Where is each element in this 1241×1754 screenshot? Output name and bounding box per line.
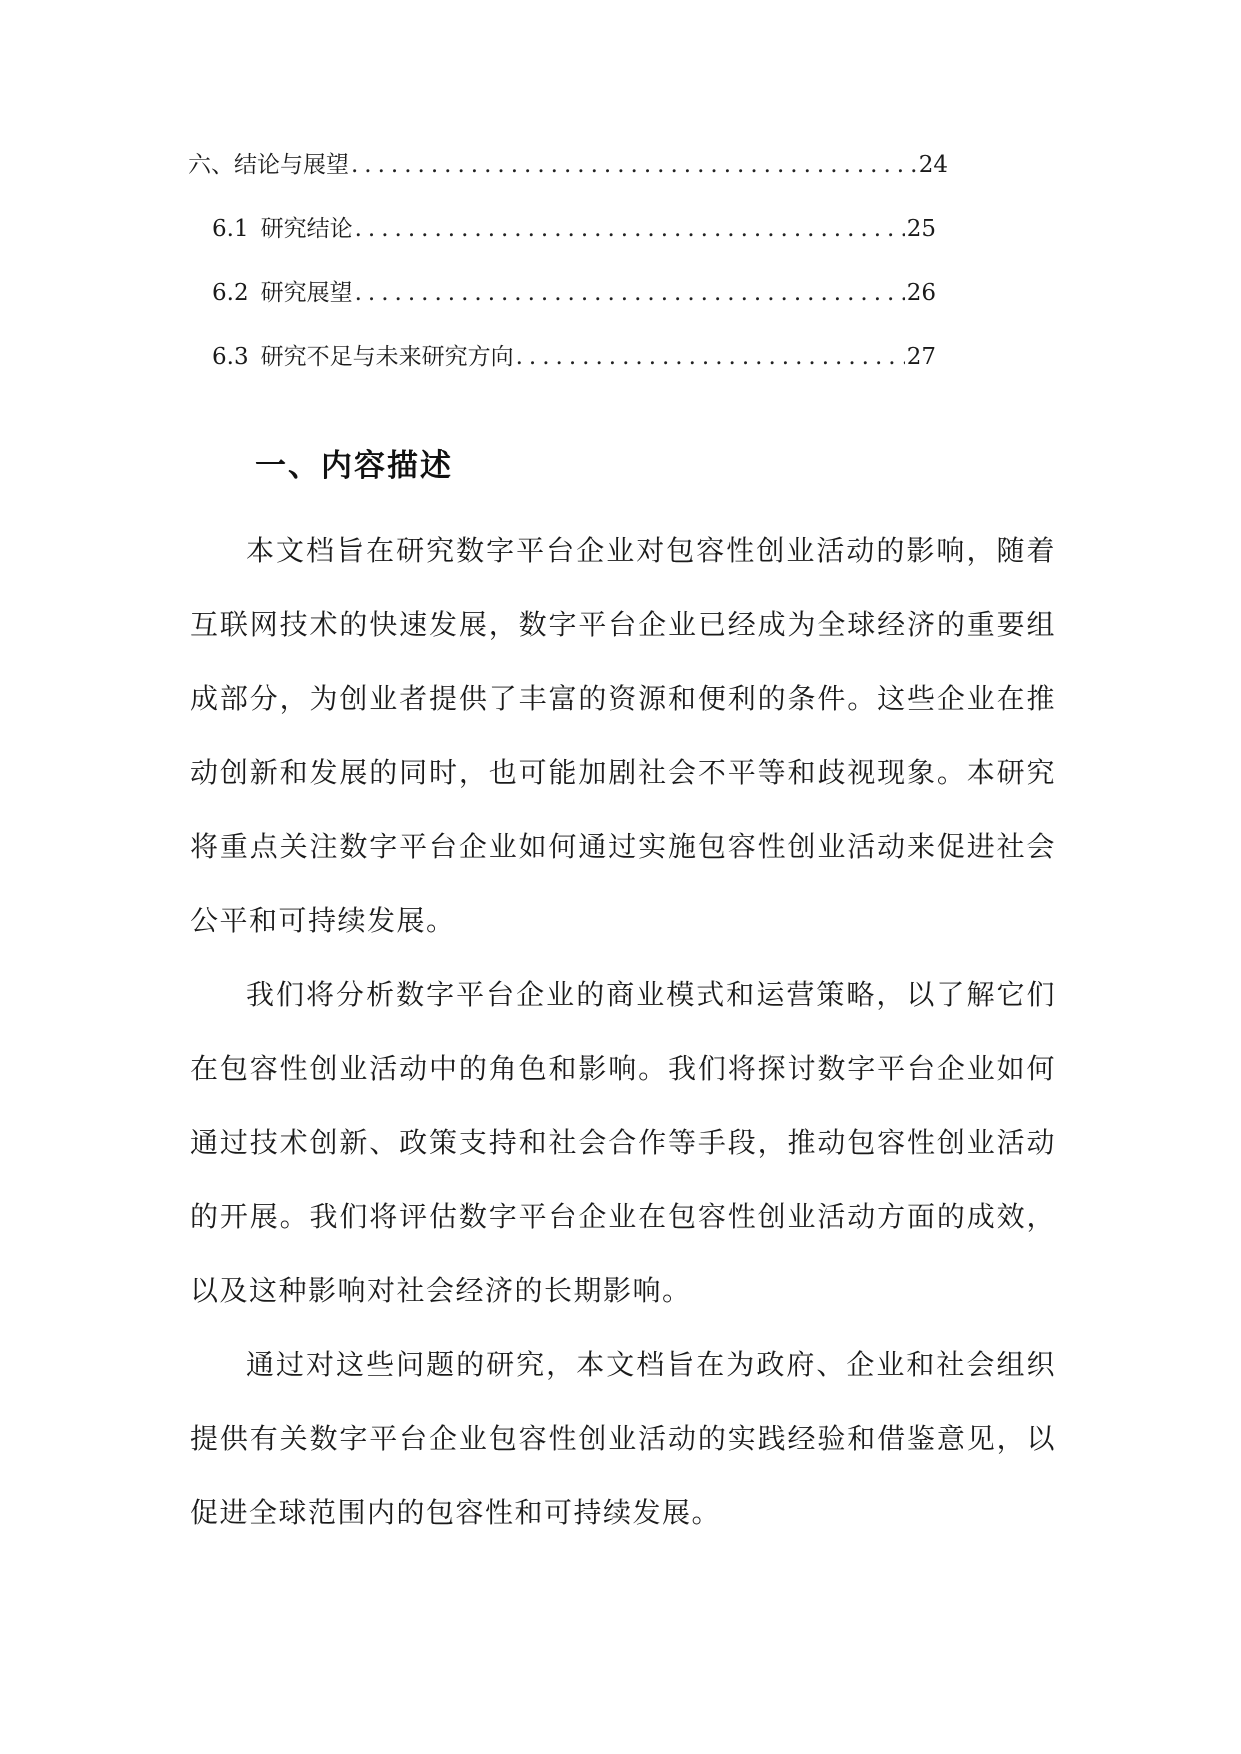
toc-entry-6-2[interactable]	[188, 276, 936, 340]
toc-entry-number: 6.1	[212, 216, 249, 242]
toc-entry-title: 六、结论与展望	[188, 152, 349, 178]
toc-entry-page-number: 27	[906, 344, 936, 370]
toc-entry-title-wrap	[212, 212, 353, 246]
toc-leader-dots	[351, 148, 917, 182]
toc-leader-dots	[355, 276, 905, 310]
toc-entry-title: 研究结论	[260, 216, 353, 242]
toc-entry-title: 研究不足与未来研究方向	[260, 344, 514, 370]
body-text	[190, 514, 1056, 1550]
toc-entry-6-3[interactable]	[188, 340, 936, 404]
toc-entry-page-number: 26	[906, 280, 936, 306]
table-of-contents	[188, 148, 948, 404]
toc-entry-number: 6.2	[212, 280, 249, 306]
toc-entry-page-number: 24	[918, 152, 948, 178]
toc-leader-dots	[516, 340, 905, 374]
toc-entry-page-number: 25	[906, 216, 936, 242]
toc-entry-number: 6.3	[212, 344, 249, 370]
paragraph: 通过对这些问题的研究，本文档旨在为政府、企业和社会组织提供有关数字平台企业包容性创业活动的实践经验和借鉴意见，以促进全球范围内的包容性和可持续发展。	[190, 1348, 1056, 1529]
toc-entry-title-wrap	[212, 276, 353, 310]
toc-entry-chapter-6[interactable]	[188, 148, 948, 212]
paragraph: 本文档旨在研究数字平台企业对包容性创业活动的影响，随着互联网技术的快速发展，数字平台企业已经成为全球经济的重要组成部分，为创业者提供了丰富的资源和便利的条件。这些企业在推动创新和发展的同时，也可能加剧社会不平等和歧视现象。本研究将重点关注数字平台企业如何通过实施包容性创业活动来促进社会公平和可持续发展。	[190, 534, 1056, 937]
toc-entry-title-wrap	[212, 340, 514, 374]
paragraph: 我们将分析数字平台企业的商业模式和运营策略，以了解它们在包容性创业活动中的角色和影响。我们将探讨数字平台企业如何通过技术创新、政策支持和社会合作等手段，推动包容性创业活动的开展。我们将评估数字平台企业在包容性创业活动方面的成效，以及这种影响对社会经济的长期影响。	[190, 978, 1056, 1307]
toc-entry-6-1[interactable]	[188, 212, 936, 276]
toc-entry-title: 研究展望	[260, 280, 353, 306]
section-heading: 一、内容描述	[255, 448, 453, 484]
toc-leader-dots	[355, 212, 905, 246]
